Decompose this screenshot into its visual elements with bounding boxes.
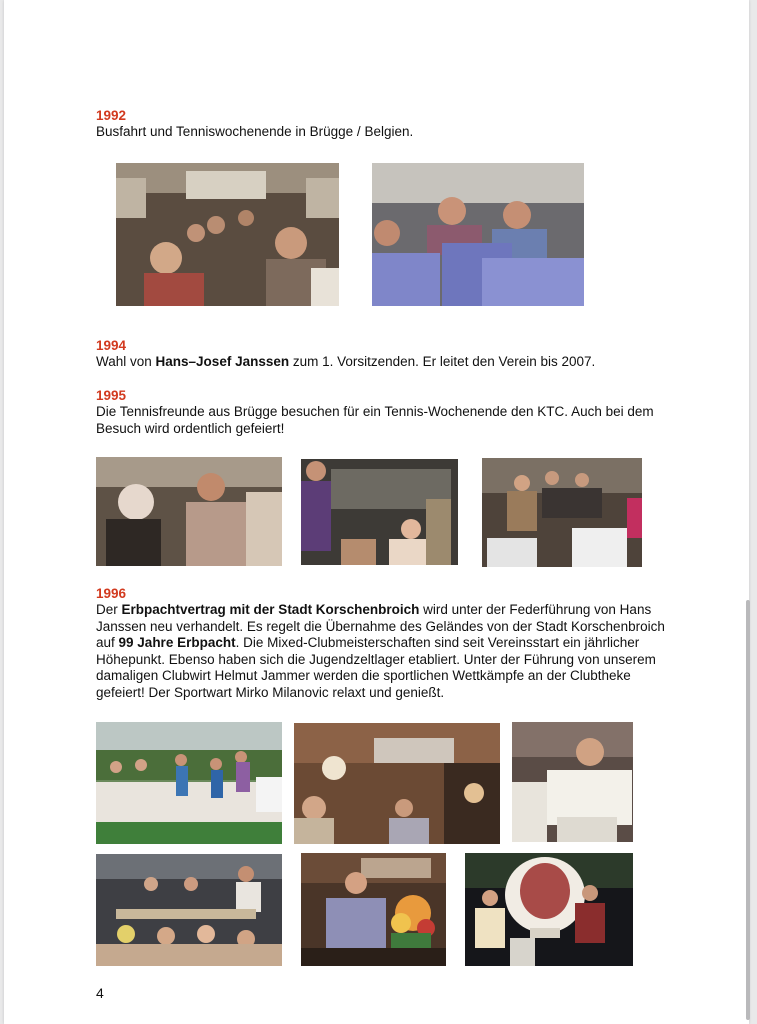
photo-mixed-championship-group bbox=[96, 722, 282, 844]
photo-bus-interior-crowd bbox=[116, 163, 339, 306]
text-1992: Busfahrt und Tenniswochenende in Brügge / Belgien. bbox=[96, 124, 414, 139]
year-1995: 1995 bbox=[96, 388, 127, 403]
text-1994-name: Hans–Josef Janssen bbox=[155, 354, 290, 369]
photo-lantern-night bbox=[465, 853, 633, 966]
scrollbar[interactable] bbox=[746, 600, 750, 1020]
photo-terrace-gathering bbox=[482, 458, 642, 567]
text-1996-part: . Die Mixed-Clubmeisterschaften sind seit Vereinsstart ein jährlicher Höhepunkt. Ebenso haben sich die Jugendzeltlager etabliert. Unter der Führung von unserem damaligen Clubwirt Helmut Jammer werden die sportlichen Wettkämpfe an der Clubtheke gefeiert! Der Sportwart Mirko Milanovic relaxt und genießt. bbox=[96, 635, 656, 700]
text-1996 bbox=[96, 602, 671, 701]
photo-youth-camp-group bbox=[96, 854, 282, 966]
text-1994 bbox=[96, 354, 686, 371]
photo-two-men-talking bbox=[96, 457, 282, 566]
text-1996-part: wird unter der Federführung von Hans Janssen neu verhandelt. Es regelt die Übernahme des Geländes von der Stadt Korschenbroich auf bbox=[96, 602, 665, 650]
text-1996-bold: 99 Jahre Erbpacht bbox=[118, 635, 236, 650]
text-1996-part: Der bbox=[96, 602, 122, 617]
photo-bus-seats-passengers bbox=[372, 163, 584, 306]
text-1996-bold: Erbpachtvertrag mit der Stadt Korschenbroich bbox=[121, 602, 420, 617]
text-1995: Die Tennisfreunde aus Brügge besuchen für ein Tennis-Wochenende den KTC. Auch bei dem Besuch wird ordentlich gefeiert! bbox=[96, 404, 654, 436]
year-1996: 1996 bbox=[96, 586, 127, 601]
text-1994-part: zum 1. Vorsitzenden. Er leitet den Verein bis 2007. bbox=[289, 354, 596, 369]
photo-clubhouse-evening bbox=[301, 459, 458, 565]
photo-clubwirt-flowers bbox=[301, 853, 446, 966]
photo-club-bar-party bbox=[294, 723, 500, 844]
year-1994: 1994 bbox=[96, 338, 127, 353]
text-1994-part: Wahl von bbox=[96, 354, 156, 369]
photo-sportwart-relaxing bbox=[512, 722, 633, 842]
year-1992: 1992 bbox=[96, 108, 127, 123]
page-number: 4 bbox=[96, 985, 104, 1001]
